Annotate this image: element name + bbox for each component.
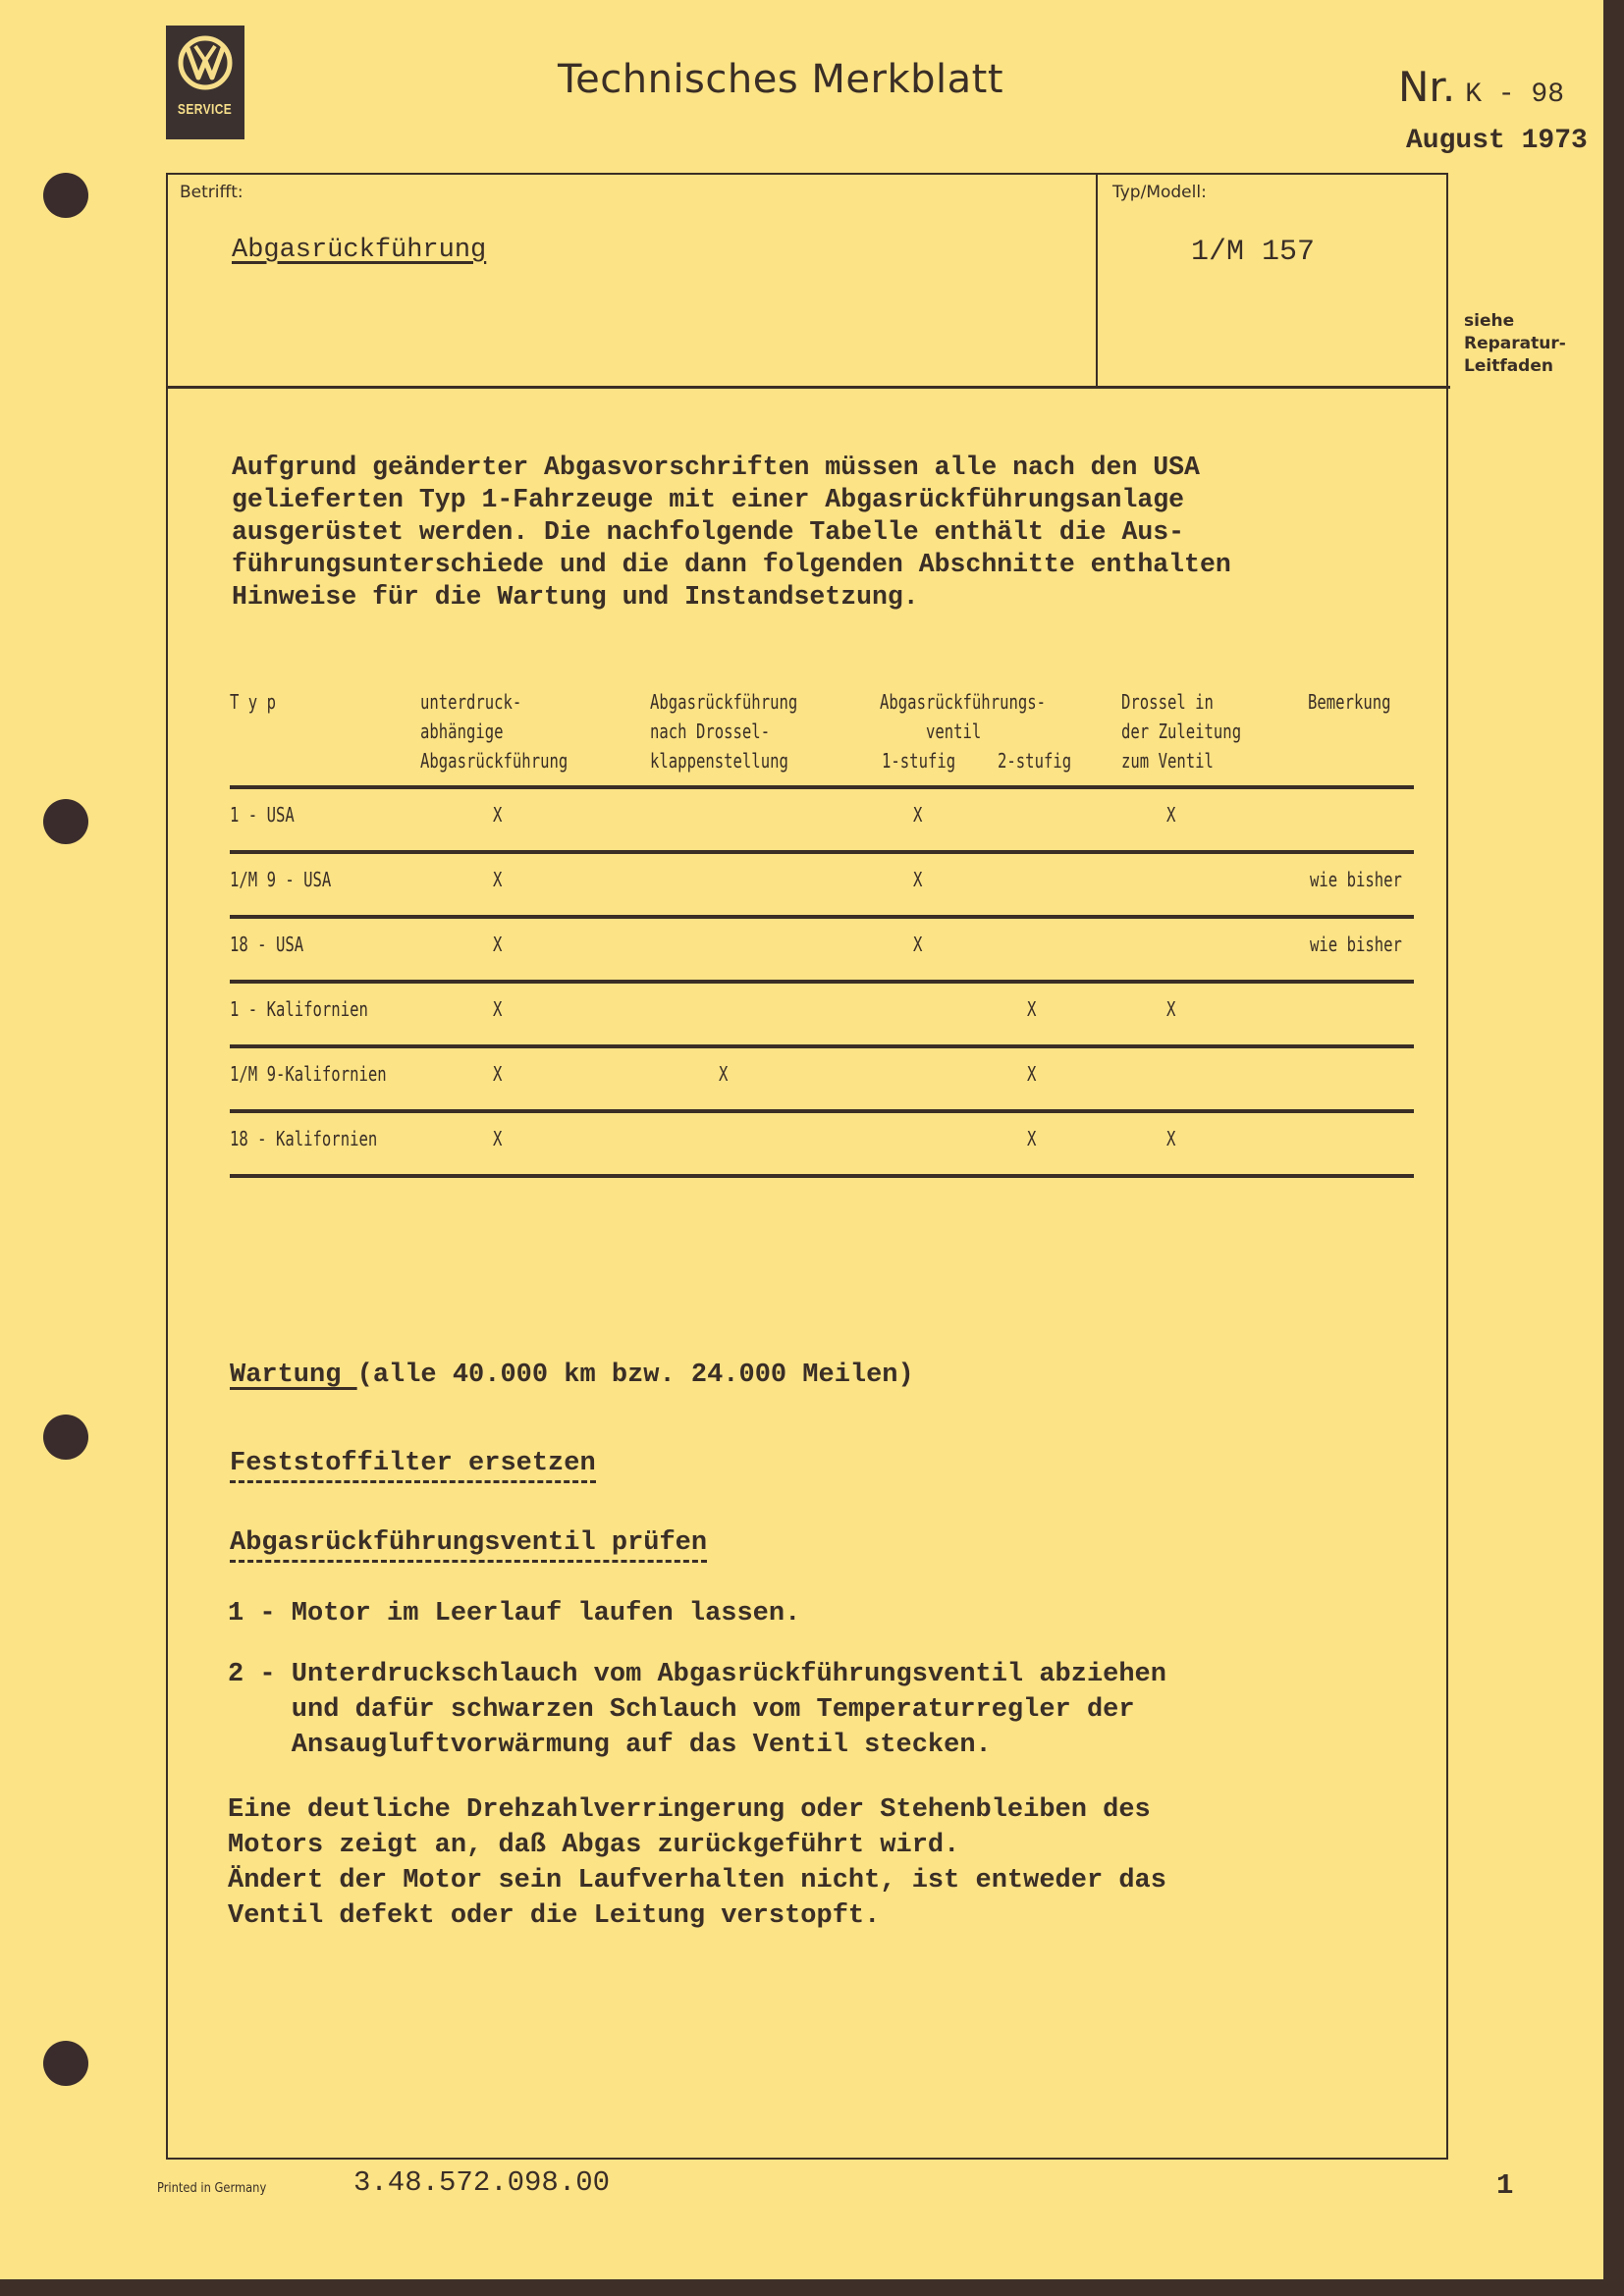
filter-heading-text: Feststoffilter ersetzen — [230, 1449, 596, 1483]
side-note-line: Reparatur- — [1464, 334, 1566, 353]
number-label: Nr. — [1398, 63, 1456, 111]
logo-service-text: SERVICE — [178, 101, 233, 118]
table-row — [230, 854, 1414, 919]
header-drosselklappe: Abgasrückführung nach Drossel- klappenstellung — [650, 690, 798, 773]
table-row — [230, 1113, 1414, 1178]
header-1-stufig: 1-stufig — [882, 749, 956, 773]
cell-stufig2: X — [1027, 997, 1037, 1021]
wartung-interval: (alle 40.000 km bzw. 24.000 Meilen) — [356, 1361, 914, 1390]
document-title: Technisches Merkblatt — [558, 57, 1004, 102]
typ-modell-label: Typ/Modell: — [1112, 183, 1207, 202]
cell-drossel-zuleitung: X — [1166, 1127, 1176, 1150]
punch-hole — [43, 799, 88, 844]
cell-unterdruck: X — [493, 868, 503, 891]
cell-drossel-klappe: X — [719, 1062, 729, 1086]
table-header — [230, 687, 1414, 785]
cell-drossel-zuleitung: X — [1166, 803, 1176, 827]
cell-stufig2: X — [1027, 1062, 1037, 1086]
step-2: 2 - Unterdruckschlauch vom Abgasrückführungsventil abziehen und dafür schwarzen Schlauch vom Temperaturregler der Ansaugluftvorwärmung auf das Ventil stecken. — [228, 1660, 1166, 1760]
cell-typ: 1/M 9-Kalifornien — [230, 1062, 387, 1086]
punch-hole — [43, 173, 88, 218]
side-note — [1464, 310, 1566, 378]
cell-stufig1: X — [913, 803, 923, 827]
betrifft-label: Betrifft: — [180, 183, 244, 202]
table-row — [230, 1048, 1414, 1113]
cell-unterdruck: X — [493, 803, 503, 827]
cell-stufig1: X — [913, 868, 923, 891]
vw-service-logo — [166, 26, 244, 139]
cell-typ: 1 - USA — [230, 803, 295, 827]
subject: Abgasrückführung — [232, 236, 487, 265]
header-typ: T y p — [230, 690, 276, 714]
result-note: Eine deutliche Drehzahlverringerung oder Stehenbleiben des Motors zeigt an, daß Abgas zurückgeführt wird. Ändert der Motor sein Laufverhalten nicht, ist entweder das Ventil defekt oder die Leitung verstopft. — [228, 1795, 1166, 1931]
side-note-line: siehe — [1464, 311, 1515, 331]
filter-heading — [230, 1449, 596, 1478]
wartung-heading — [230, 1361, 914, 1390]
page-number: 1 — [1496, 2169, 1514, 2202]
cell-stufig2: X — [1027, 1127, 1037, 1150]
table-body — [230, 789, 1414, 1178]
wartung-title: Wartung — [230, 1361, 357, 1390]
punch-hole — [43, 2041, 88, 2086]
table-row — [230, 984, 1414, 1048]
table-row — [230, 919, 1414, 984]
document-number — [1398, 63, 1564, 111]
header-ventil: Abgasrückführungs- ventil — [880, 690, 1047, 743]
cell-typ: 1 - Kalifornien — [230, 997, 368, 1021]
header-unterdruck: unterdruck- abhängige Abgasrückführung — [420, 690, 568, 773]
variants-table — [230, 687, 1414, 1178]
header-bemerkung: Bemerkung — [1308, 690, 1391, 714]
step-1: 1 - Motor im Leerlauf laufen lassen. — [228, 1599, 801, 1629]
document-date: August 1973 — [1406, 126, 1588, 156]
vw-emblem-icon — [177, 34, 234, 91]
punch-hole — [43, 1415, 88, 1460]
table-row — [230, 789, 1414, 854]
header-divider — [166, 386, 1450, 389]
cell-typ: 18 - USA — [230, 933, 304, 956]
intro-paragraph: Aufgrund geänderter Abgasvorschriften müssen alle nach den USA gelieferten Typ 1-Fahrzeuge mit einer Abgasrückführungsanlage ausgerüstet werden. Die nachfolgende Tabelle enthält die Aus- führungsunterschiede und die dann folgenden Abschnitte enthalten Hinweise für die Wartung und Instandsetzung. — [232, 453, 1231, 612]
ventil-heading — [230, 1528, 707, 1558]
printed-in-germany: Printed in Germany — [157, 2180, 267, 2196]
typ-modell-value: 1/M 157 — [1191, 236, 1316, 269]
number-value: K - 98 — [1465, 80, 1565, 110]
order-number: 3.48.572.098.00 — [353, 2166, 611, 2199]
cell-bemerkung: wie bisher — [1310, 868, 1402, 891]
header-2-stufig: 2-stufig — [998, 749, 1072, 773]
cell-unterdruck: X — [493, 1062, 503, 1086]
cell-bemerkung: wie bisher — [1310, 933, 1402, 956]
header-drossel-zuleitung: Drossel in der Zuleitung zum Ventil — [1121, 690, 1242, 773]
cell-unterdruck: X — [493, 933, 503, 956]
page-edge-right — [1603, 0, 1624, 2296]
cell-unterdruck: X — [493, 997, 503, 1021]
page-edge-bottom — [0, 2279, 1624, 2296]
header-column-divider — [1096, 175, 1098, 387]
cell-typ: 18 - Kalifornien — [230, 1127, 378, 1150]
cell-drossel-zuleitung: X — [1166, 997, 1176, 1021]
side-note-line: Leitfaden — [1464, 356, 1553, 376]
ventil-heading-text: Abgasrückführungsventil prüfen — [230, 1528, 707, 1563]
cell-stufig1: X — [913, 933, 923, 956]
cell-typ: 1/M 9 - USA — [230, 868, 332, 891]
cell-unterdruck: X — [493, 1127, 503, 1150]
